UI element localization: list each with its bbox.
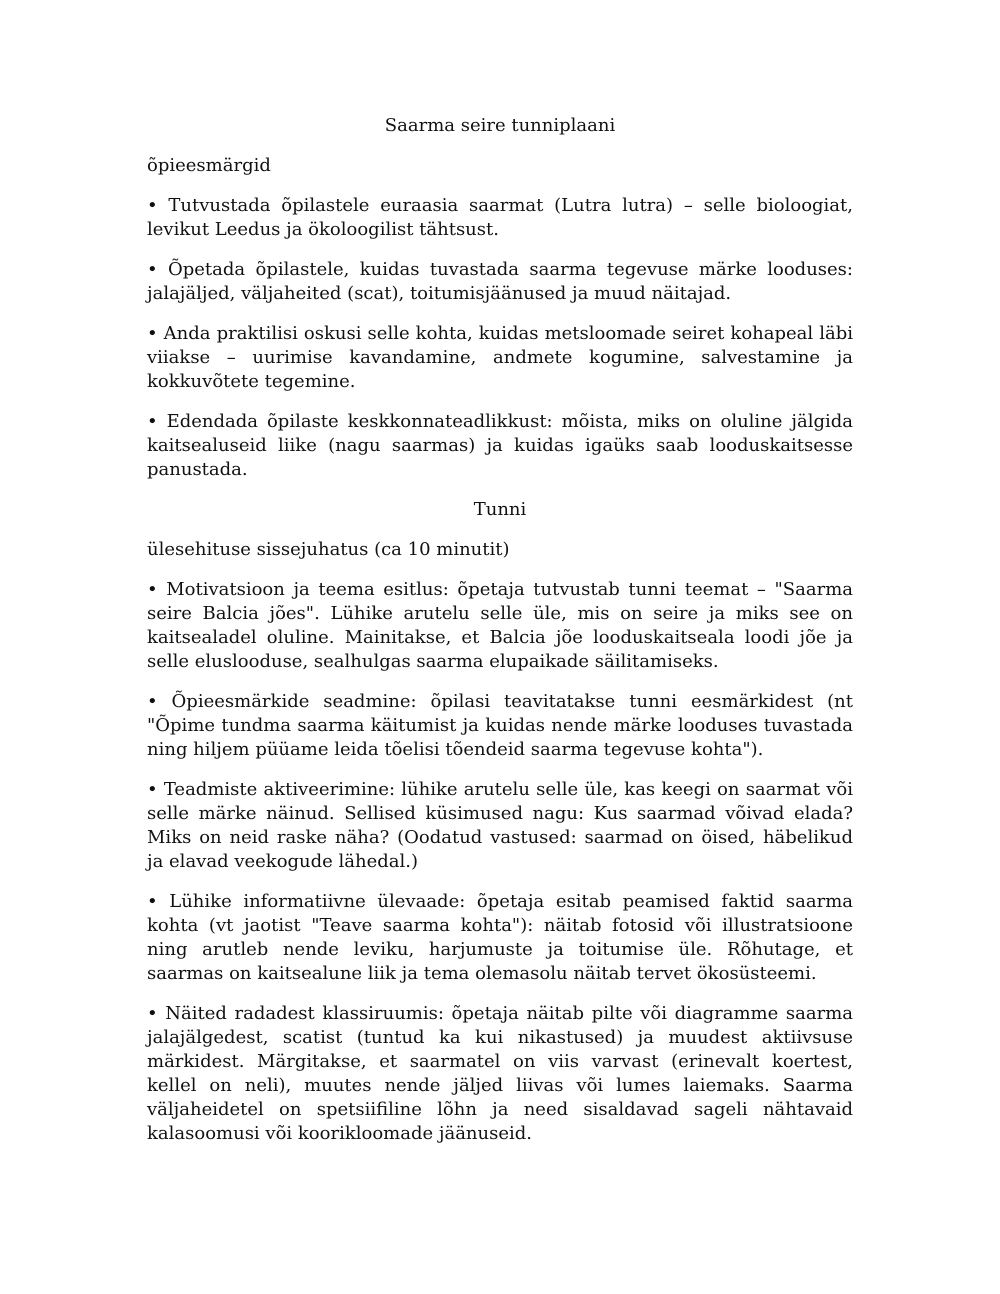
section-title-lesson: Tunni <box>473 499 527 520</box>
document-page <box>147 114 853 1162</box>
intro-paragraph: • Lühike informatiivne ülevaade: õpetaja esitab peamised faktid saarma kohta (vt jaotist "Teave saarma kohta"): näitab fotosid või illustratsioone ning arutleb nende leviku, harjumuste ja toitumise üle. Rõhutage, et saarmas on kaitsealune liik ja tema olemasolu näitab tervet ökosüsteemi. <box>147 891 853 984</box>
intro-paragraph: • Motivatsioon ja teema esitlus: õpetaja tutvustab tunni teemat – "Saarma seire Balcia jões". Lühike arutelu selle üle, mis on seire ja miks see on kaitsealadel oluline. Mainitakse, et Balcia jõe looduskaitseala loodi jõe ja selle eluslooduse, sealhulgas saarma elupaikade säilitamiseks. <box>147 579 853 672</box>
goal-paragraph: • Edendada õpilaste keskkonnateadlikkust: mõista, miks on oluline jälgida kaitsealuseid liike (nagu saarmas) ja kuidas igaüks saab looduskaitsesse panustada. <box>147 411 853 480</box>
section-heading-introduction: ülesehituse sissejuhatus (ca 10 minutit) <box>147 539 510 560</box>
intro-paragraph: • Õpieesmärkide seadmine: õpilasi teavitatakse tunni eesmärkidest (nt "Õpime tundma saarma käitumist ja kuidas nende märke looduses tuvastada ning hiljem püüame leida tõelisi tõendeid saarma tegevuse kohta"). <box>147 691 853 760</box>
intro-paragraph: • Teadmiste aktiveerimine: lühike arutelu selle üle, kas keegi on saarmat või selle märke näinud. Sellised küsimused nagu: Kus saarmad võivad elada? Miks on neid raske näha? (Oodatud vastused: saarmad on öised, häbelikud ja elavad veekogude lähedal.) <box>147 779 853 872</box>
goal-paragraph: • Õpetada õpilastele, kuidas tuvastada saarma tegevuse märke looduses: jalajäljed, väljaheited (scat), toitumisjäänused ja muud näitajad. <box>147 259 853 304</box>
intro-paragraph: • Näited radadest klassiruumis: õpetaja näitab pilte või diagramme saarma jalajälgedest, scatist (tuntud ka kui nikastused) ja muudest aktiivsuse märkidest. Märgitakse, et saarmatel on viis varvast (erinevalt koertest, kellel on neli), muutes nende jäljed liivas või lumes laiemaks. Saarma väljaheidetel on spetsiifiline lõhn ja need sisaldavad sageli nähtavaid kalasoomusi või koorikloomade jäänuseid. <box>147 1003 853 1144</box>
goal-paragraph: • Anda praktilisi oskusi selle kohta, kuidas metsloomade seiret kohapeal läbi viiakse – uurimise kavandamine, andmete kogumine, salvestamine ja kokkuvõtete tegemine. <box>147 323 853 392</box>
document-title: Saarma seire tunniplaani <box>384 115 616 136</box>
goal-paragraph: • Tutvustada õpilastele euraasia saarmat (Lutra lutra) – selle bioloogiat, levikut Leedus ja ökoloogilist tähtsust. <box>147 195 853 240</box>
section-heading-learning-goals: õpieesmärgid <box>147 155 271 176</box>
